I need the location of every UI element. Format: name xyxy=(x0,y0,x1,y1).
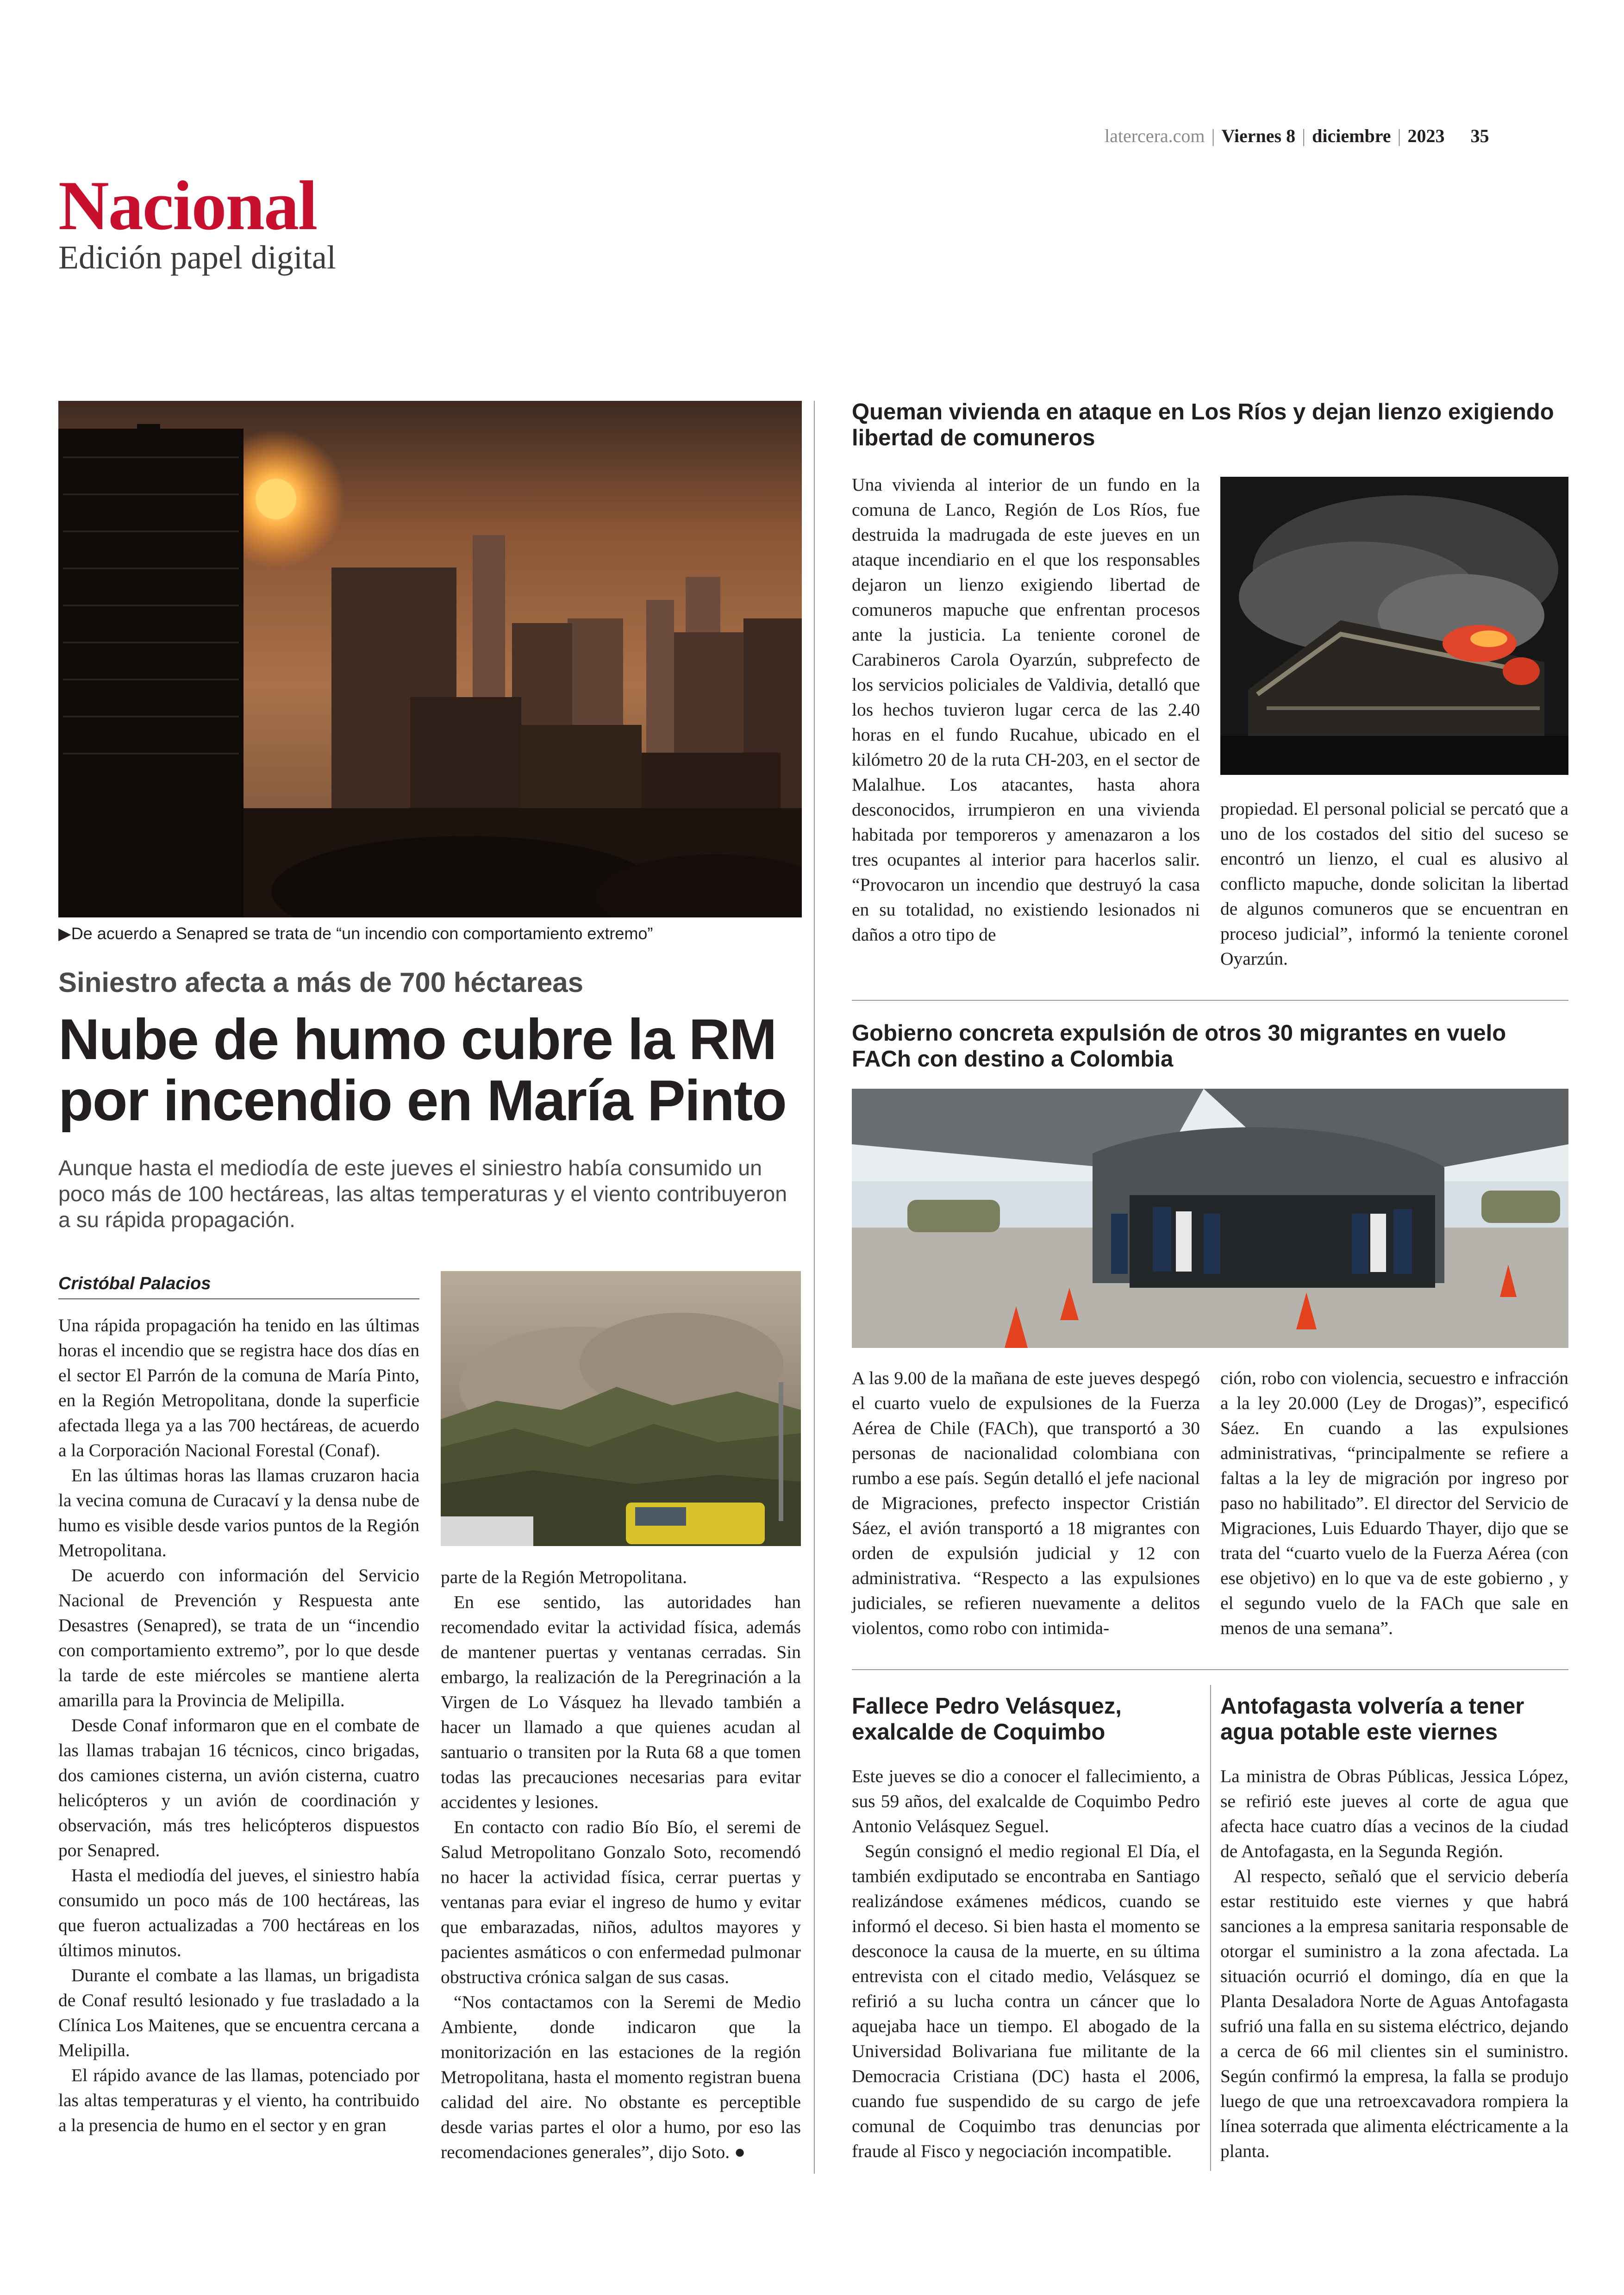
paragraph: propiedad. El personal policial se percató que a uno de los costados del sitio del suceso se encontró un lienzo, el cual es alusivo al conflicto mapuche, donde solicitan la libertad de algunos comuneros que se encuentran en proceso judicial”, informó la teniente coronel Oyarzún. xyxy=(1220,798,1568,969)
velasquez-column xyxy=(852,1764,1200,2164)
main-lead: Aunque hasta el mediodía de este jueves el siniestro había consumido un poco más de 100 hectáreas, las altas temperaturas y el viento contribuyeron a su rápida propagación. xyxy=(58,1156,787,1232)
date-month: diciembre xyxy=(1312,125,1391,146)
paragraph: En ese sentido, las autoridades han recomendado evitar la actividad física, además de mantener puertas y ventanas cerradas. Sin embargo, la realización de la Peregrinación a la Virgen de Lo Vásquez ha llevado también a hacer un llamado a que quienes acudan al santuario o transiten por la Ruta 68 a que tomen todas las precauciones necesarias para evitar accidentes y lesiones. xyxy=(441,1592,801,1812)
paragraph: De acuerdo con información del Servicio Nacional de Prevención y Respuesta ante Desastres (Senapred), se trata de un “incendio con comportamiento extremo”, por lo que desde la tarde de este miércoles se mantiene alerta amarilla para la Provincia de Melipilla. xyxy=(58,1565,419,1710)
byline: Cristóbal Palacios xyxy=(58,1274,419,1299)
date-year: 2023 xyxy=(1407,125,1445,146)
date-day: Viernes 8 xyxy=(1221,125,1296,146)
column-divider xyxy=(814,401,815,2174)
section-title: Nacional xyxy=(58,167,317,244)
paragraph: En las últimas horas las llamas cruzaron hacia la vecina comuna de Curacaví y la densa nube de humo es visible desde varios puntos de la Región Metropolitana. xyxy=(58,1465,419,1560)
airplane-image xyxy=(852,1089,1568,1348)
section-subtitle: Edición papel digital xyxy=(58,239,336,276)
rios-column-2 xyxy=(1220,796,1568,971)
page-header: latercera.com | Viernes 8 | diciembre | 2023 35 xyxy=(1105,125,1489,146)
main-story-column-2 xyxy=(441,1565,801,2164)
paragraph: Según consignó el medio regional El Día, el también exdiputado se encontraba en Santiago realizándose exámenes médicos, cuando se informó el deceso. Si bien hasta el momento se desconoce la causa de la muerte, en su última entrevista con el citado medio, Velásquez se refirió a su lucha contra un cáncer que lo aquejaba hace un tiempo. El abogado de la Universidad Bolivariana fue militante de la Democracia Cristiana (DC) hasta el 2006, cuando fue suspendido de su cargo de jefe comunal de Coquimbo tras denuncias por fraude al Fisco y negociación incompatible. xyxy=(852,1841,1200,2161)
migrantes-column-1 xyxy=(852,1366,1200,1640)
section-divider xyxy=(852,1000,1568,1001)
paragraph: Durante el combate a las llamas, un brigadista de Conaf resultó lesionado y fue trasladado a la Clínica Los Maitenes, que se encuentra cercana a Melipilla. xyxy=(58,1965,419,2060)
main-photo-caption: ▶De acuerdo a Senapred se trata de “un incendio con comportamiento extremo” xyxy=(58,924,653,943)
paragraph: ción, robo con violencia, secuestro e infracción a la ley 20.000 (Ley de Drogas)”, especificó Sáez. En cuando a las expulsiones administrativas, “principalmente se refiere a faltas a la ley de migración por ingreso por paso no habilitado”. El director del Servicio de Migraciones, Luis Eduardo Thayer, dijo que se trata del “cuarto vuelo de la Fuerza Aérea (con ese objetivo) en lo que va de este gobierno , y el segundo vuelo de la FACh que sale en menos de una semana”. xyxy=(1220,1368,1568,1638)
smog-city-photo xyxy=(58,401,802,917)
caption-arrow-icon: ▶ xyxy=(58,924,71,943)
end-mark-icon: ● xyxy=(734,2141,746,2162)
antofagasta-headline: Antofagasta volvería a tener agua potable este viernes xyxy=(1220,1694,1524,1745)
paragraph: En contacto con radio Bío Bío, el seremi de Salud Metropolitano Gonzalo Soto, recomendó no hacer la actividad física, cerrar puertas y ventanas para eviar el ingreso de humo y evitar que embarazadas, niños, adultos mayores y pacientes asmáticos o con enfermedad pulmonar obstructiva crónica salgan de sus casas. xyxy=(441,1817,801,1987)
paragraph: Este jueves se dio a conocer el fallecimiento, a sus 59 años, del exalcalde de Coquimbo Pedro Antonio Velásquez Seguel. xyxy=(852,1766,1200,1836)
paragraph: “Nos contactamos con la Seremi de Medio Ambiente, donde indicaron que la monitorización en las estaciones de la región Metropolitana, hasta el momento registran buena calidad del aire. No obstante es perceptible desde varias partes el olor a humo, por eso las recomendaciones generales”, dijo Soto. ● xyxy=(441,1992,801,2162)
paragraph: La ministra de Obras Públicas, Jessica López, se refirió este jueves al corte de agua que afecta hace cuatro días a vecinos de la ciudad de Antofagasta, en la Segunda Región. xyxy=(1220,1766,1568,1861)
paragraph: Desde Conaf informaron que en el combate de las llamas trabajan 16 técnicos, cinco brigadas, dos camiones cisterna, un avión cisterna, cuatro helicópteros y un avión de coordinación y observación, más tres helicópteros dispuestos por Senapred. xyxy=(58,1715,419,1860)
fire-hills-image xyxy=(441,1271,801,1546)
column-divider xyxy=(1210,1685,1211,2171)
migrantes-column-2 xyxy=(1220,1366,1568,1640)
paragraph: A las 9.00 de la mañana de este jueves despegó el cuarto vuelo de expulsiones de la Fuerza Aérea de Chile (FACh), que transportó a 30 personas de nacionalidad colombiana con rumbo a ese país. Según detalló el jefe nacional de Migraciones, prefecto inspector Cristián Sáez, el avión transportó a 18 migrantes con orden de expulsión judicial y 12 con administrativa. “Respecto a las expulsiones judiciales, se refieren nuevamente a delitos violentos, como robo con intimida- xyxy=(852,1368,1200,1638)
burning-house-image xyxy=(1220,477,1568,775)
antofagasta-column xyxy=(1220,1764,1568,2164)
site-name: latercera.com xyxy=(1105,125,1205,146)
paragraph: El rápido avance de las llamas, potenciado por las altas temperaturas y el viento, ha contribuido a la presencia de humo en el sector y en gran xyxy=(58,2065,419,2135)
paragraph: Una vivienda al interior de un fundo en la comuna de Lanco, Región de Los Ríos, fue destruida la madrugada de este jueves en un ataque incendiario en el que los responsables dejaron un lienzo exigiendo libertad de comuneros mapuche que enfrentan procesos ante la justicia. La teniente coronel de Carabineros Carola Oyarzún, subprefecto de los servicios policiales de Valdivia, detalló que los hechos tuvieron lugar cerca de las 2.40 horas en el fundo Rucahue, ubicado en el kilómetro 20 de la ruta CH-203, en el sector de Malalhue. Los atacantes, hasta ahora desconocidos, irrumpieron en una vivienda habitada por temporeros y amenazaron a los tres ocupantes al interior para hacerlos salir. “Provocaron un incendio que destruyó la casa en su totalidad, no existiendo lesionados ni daños a otro tipo de xyxy=(852,474,1200,945)
rios-headline: Queman vivienda en ataque en Los Ríos y dejan lienzo exigiendo libertad de comuneros xyxy=(852,399,1554,450)
paragraph: Una rápida propagación ha tenido en las últimas horas el incendio que se registra hace dos días en el sector El Parrón de la comuna de María Pinto, en la Región Metropolitana, donde la superficie afectada llega ya a las 700 hectáreas, de acuerdo a la Corporación Nacional Forestal (Conaf). xyxy=(58,1315,419,1460)
airplane-photo xyxy=(852,1089,1568,1348)
burning-house-photo xyxy=(1220,477,1568,775)
migrantes-headline: Gobierno concreta expulsión de otros 30 migrantes en vuelo FACh con destino a Colombia xyxy=(852,1021,1506,1072)
paragraph: Al respecto, señaló que el servicio debería estar restituido este viernes y que habrá sanciones a la empresa sanitaria responsable de otorgar el suministro a la zona afectada. La situación ocurrió el domingo, día en que la Planta Desaladora Norte de Aguas Antofagasta sufrió una falla en su sistema eléctrico, dejando a cerca de 66 mil clientes sin el suministro. Según confirmó la empresa, la falla se produjo luego de que una retroexcavadora rompiera la línea soterrada que alimenta eléctricamente a la planta. xyxy=(1220,1866,1568,2161)
page-number: 35 xyxy=(1470,125,1489,146)
velasquez-headline: Fallece Pedro Velásquez, exalcalde de Coquimbo xyxy=(852,1694,1122,1745)
rios-column-1 xyxy=(852,472,1200,947)
smog-city-image xyxy=(58,401,802,917)
section-divider xyxy=(852,1669,1568,1670)
main-kicker: Siniestro afecta a más de 700 héctareas xyxy=(58,967,583,998)
paragraph: parte de la Región Metropolitana. xyxy=(441,1567,687,1587)
paragraph: Hasta el mediodía del jueves, el siniestro había consumido un poco más de 100 hectáreas, las que fueron actualizadas a 700 hectáreas en los últimos minutos. xyxy=(58,1865,419,1960)
fire-hills-photo xyxy=(441,1271,801,1546)
main-story-column-1 xyxy=(58,1313,419,2138)
main-headline: Nube de humo cubre la RM por incendio en María Pinto xyxy=(58,1008,786,1133)
